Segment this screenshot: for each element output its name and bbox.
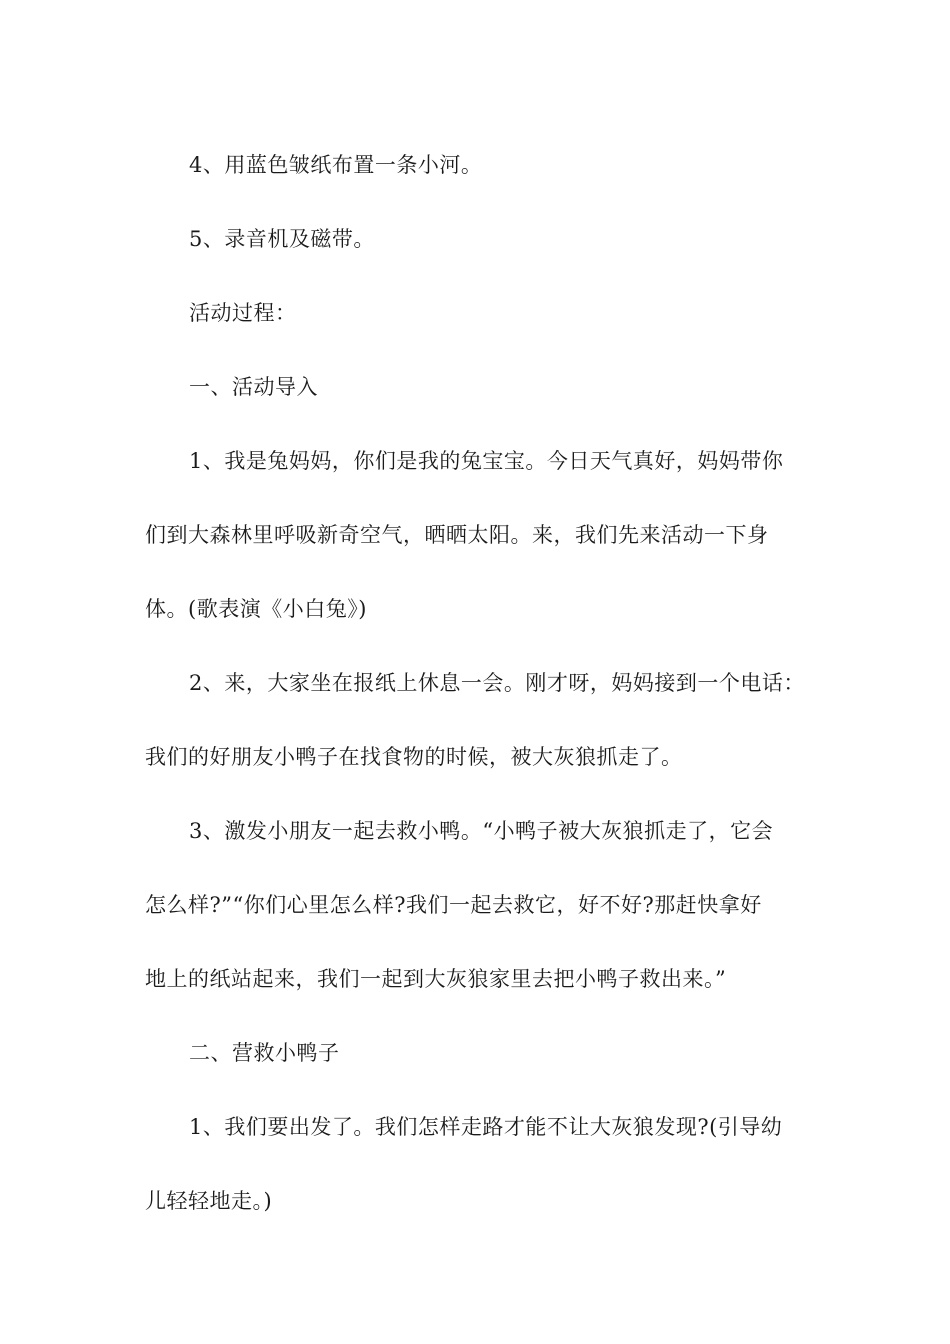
text-line: 2、来，大家坐在报纸上休息一会。刚才呀，妈妈接到一个电话： (189, 671, 805, 695)
document-body (145, 128, 805, 1238)
text-line: 体。(歌表演《小白兔》) (145, 597, 367, 621)
text-line: 4、用蓝色皱纸布置一条小河。 (189, 153, 483, 177)
text-line: 1、我们要出发了。我们怎样走路才能不让大灰狼发现?(引导幼 (189, 1115, 783, 1139)
text-line: 5、录音机及磁带。 (189, 227, 375, 251)
section-heading: 一、活动导入 (189, 375, 318, 399)
text-line: 3、激发小朋友一起去救小鸭。“小鸭子被大灰狼抓走了，它会 (189, 819, 774, 843)
section-heading: 活动过程： (189, 301, 297, 325)
section-heading: 二、营救小鸭子 (189, 1041, 340, 1065)
text-line: 1、我是兔妈妈，你们是我的兔宝宝。今日天气真好，妈妈带你 (189, 449, 784, 473)
text-line: 怎么样?”“你们心里怎么样?我们一起去救它，好不好?那赶快拿好 (145, 893, 762, 917)
text-line: 们到大森林里呼吸新奇空气，晒晒太阳。来，我们先来活动一下身 (145, 523, 769, 547)
text-line: 儿轻轻地走。) (145, 1189, 273, 1213)
text-line: 地上的纸站起来，我们一起到大灰狼家里去把小鸭子救出来。” (145, 967, 727, 991)
text-line: 我们的好朋友小鸭子在找食物的时候，被大灰狼抓走了。 (145, 745, 683, 769)
